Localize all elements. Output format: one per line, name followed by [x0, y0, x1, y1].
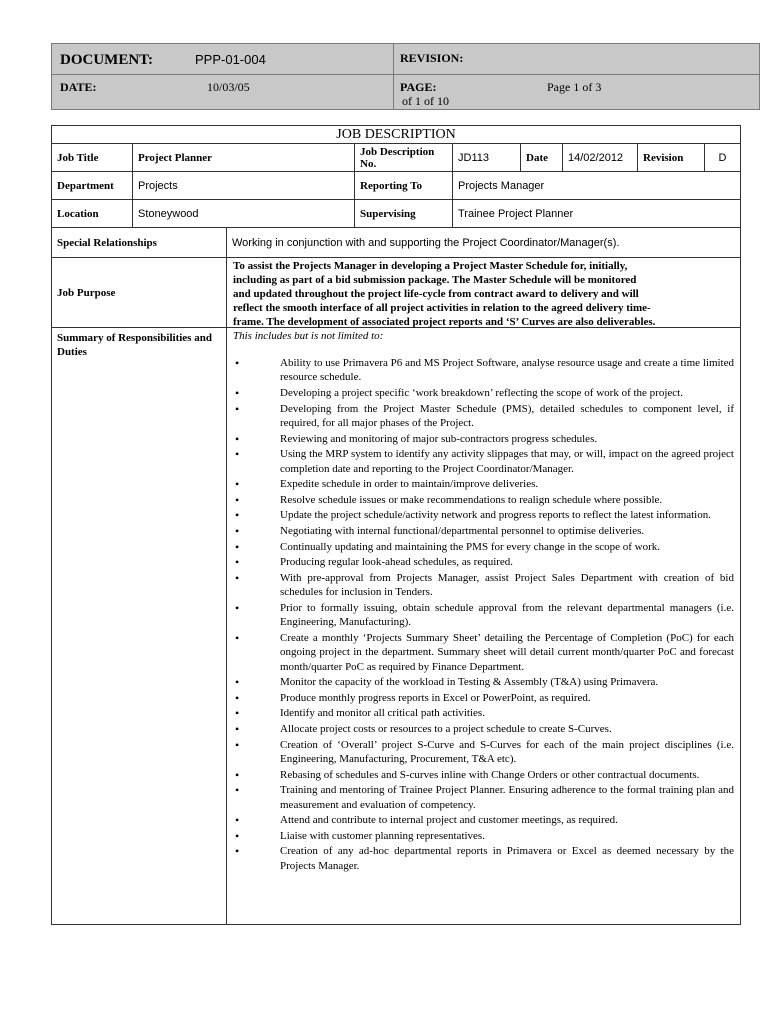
- page-sub-value: of 1 of 10: [402, 94, 449, 108]
- row-summary-responsibilities: [52, 328, 740, 924]
- page-label: PAGE:: [400, 80, 437, 94]
- reporting-to-value: Projects Manager: [458, 179, 545, 192]
- list-item: • Allocate project costs or resources to a project schedule to create S-Curves.: [233, 722, 734, 736]
- department-label: Department: [52, 172, 133, 199]
- list-item: • Monitor the capacity of the workload in Testing & Assembly (T&A) using Primavera.: [233, 675, 734, 689]
- row-location: [52, 200, 740, 228]
- location-label: Location: [52, 200, 133, 227]
- page-value: Page 1 of 3: [547, 80, 602, 94]
- list-item: • Rebasing of schedules and S-curves inline with Change Orders or other contractual documents.: [233, 768, 734, 782]
- list-item: • Using the MRP system to identify any activity slippages that may, or will, impact on the agreed project completion date and reporting to the Project Coordinator/Manager.: [233, 447, 734, 476]
- document-header: [51, 43, 760, 110]
- list-item: • Developing from the Project Master Schedule (PMS), detailed schedules to component level, if required, for all major phases of the Project.: [233, 402, 734, 431]
- supervising-label: Supervising: [355, 200, 453, 227]
- row-department: [52, 172, 740, 200]
- list-item: • Resolve schedule issues or make recommendations to realign schedule where possible.: [233, 493, 734, 507]
- job-description-table: [51, 125, 741, 925]
- list-item: • Create a monthly ‘Projects Summary Sheet’ detailing the Percentage of Completion (PoC) for each ongoing project in the department. Summary sheet will detail current month/quarter PoC and forecast month/quarter PoC as required by Finance Department.: [233, 631, 734, 674]
- list-item: • Attend and contribute to internal project and customer meetings, as required.: [233, 813, 734, 827]
- list-item: • Expedite schedule in order to maintain/improve deliveries.: [233, 477, 734, 491]
- department-value: Projects: [133, 172, 355, 199]
- list-item: • Produce monthly progress reports in Excel or PowerPoint, as required.: [233, 691, 734, 705]
- list-item: • Developing a project specific ‘work breakdown’ reflecting the scope of work of the project.: [233, 386, 734, 400]
- job-purpose-line: To assist the Projects Manager in developing a Project Master Schedule for, initially,: [233, 260, 628, 272]
- list-item: • Negotiating with internal functional/departmental personnel to optimise deliveries.: [233, 524, 734, 538]
- job-title-label: Job Title: [52, 144, 133, 171]
- list-item: • Identify and monitor all critical path activities.: [233, 706, 734, 720]
- job-description-no-label: Job Description No.: [355, 144, 453, 171]
- header-divider-vertical: [393, 44, 394, 109]
- job-purpose-line: reflect the smooth interface of all project activities in relation to the agreed delivery time-: [233, 302, 651, 314]
- summary-content: [227, 328, 740, 924]
- revision-label: REVISION:: [400, 51, 464, 65]
- job-purpose-label: Job Purpose: [52, 258, 227, 327]
- date-value: 10/03/05: [207, 80, 250, 94]
- job-description-no-value: JD113: [453, 144, 521, 171]
- list-item: • Creation of any ad-hoc departmental reports in Primavera or Excel as deemed necessary by the Projects Manager.: [233, 844, 734, 873]
- list-item: • Update the project schedule/activity network and progress reports to reflect the latest information.: [233, 508, 734, 522]
- list-item: • With pre-approval from Projects Manager, assist Project Sales Department with creation of bid schedules for inclusion in Tenders.: [233, 571, 734, 600]
- duties-list: [233, 356, 734, 873]
- list-item: • Reviewing and monitoring of major sub-contractors progress schedules.: [233, 432, 734, 446]
- list-item: • Training and mentoring of Trainee Project Planner. Ensuring adherence to the formal training plan and measurement and evaluation of competency.: [233, 783, 734, 812]
- list-item: • Prior to formally issuing, obtain schedule approval from the relevant departmental managers (i.e. Engineering, Manufacturing).: [233, 601, 734, 630]
- job-purpose-line: including as part of a bid submission package. The Master Schedule will be monitored: [233, 274, 637, 286]
- list-item: • Ability to use Primavera P6 and MS Project Software, analyse resource usage and create a time limited resource schedule.: [233, 356, 734, 385]
- document-label: DOCUMENT:: [60, 52, 154, 68]
- list-item: • Liaise with customer planning representatives.: [233, 829, 734, 843]
- table-title: JOB DESCRIPTION: [52, 126, 740, 144]
- special-relationships-value: Working in conjunction with and supporting the Project Coordinator/Manager(s).: [232, 236, 620, 249]
- list-item: • Continually updating and maintaining the PMS for every change in the scope of work.: [233, 540, 734, 554]
- revision-label-cell: Revision: [638, 144, 705, 171]
- date-label: DATE:: [60, 80, 97, 94]
- special-relationships-label: Special Relationships: [52, 228, 227, 257]
- header-divider-horizontal: [52, 74, 759, 75]
- row-job-title: [52, 144, 740, 172]
- date-label-cell: Date: [521, 144, 563, 171]
- summary-label: Summary of Responsibilities and Duties: [52, 328, 227, 924]
- job-title-value: Project Planner: [133, 144, 355, 171]
- job-purpose-line: and updated throughout the project life-cycle from contract award to delivery and will: [233, 288, 639, 300]
- supervising-value: Trainee Project Planner: [458, 207, 574, 220]
- job-purpose-text: [227, 258, 740, 327]
- row-job-purpose: [52, 258, 740, 328]
- location-value: Stoneywood: [133, 200, 355, 227]
- job-purpose-line: frame. The development of associated project reports and ‘S’ Curves are also deliverables.: [233, 316, 656, 328]
- revision-value-cell: D: [718, 151, 727, 164]
- list-item: • Producing regular look-ahead schedules, as required.: [233, 555, 734, 569]
- row-special-relationships: [52, 228, 740, 258]
- summary-intro: This includes but is not limited to:: [233, 330, 384, 342]
- reporting-to-label: Reporting To: [355, 172, 453, 199]
- document-number: PPP-01-004: [195, 52, 266, 67]
- date-value-cell: 14/02/2012: [563, 144, 638, 171]
- list-item: • Creation of ‘Overall’ project S-Curve and S-Curves for each of the main project disciplines (i.e. Engineering, Manufacturing, Procurement, T&A etc).: [233, 738, 734, 767]
